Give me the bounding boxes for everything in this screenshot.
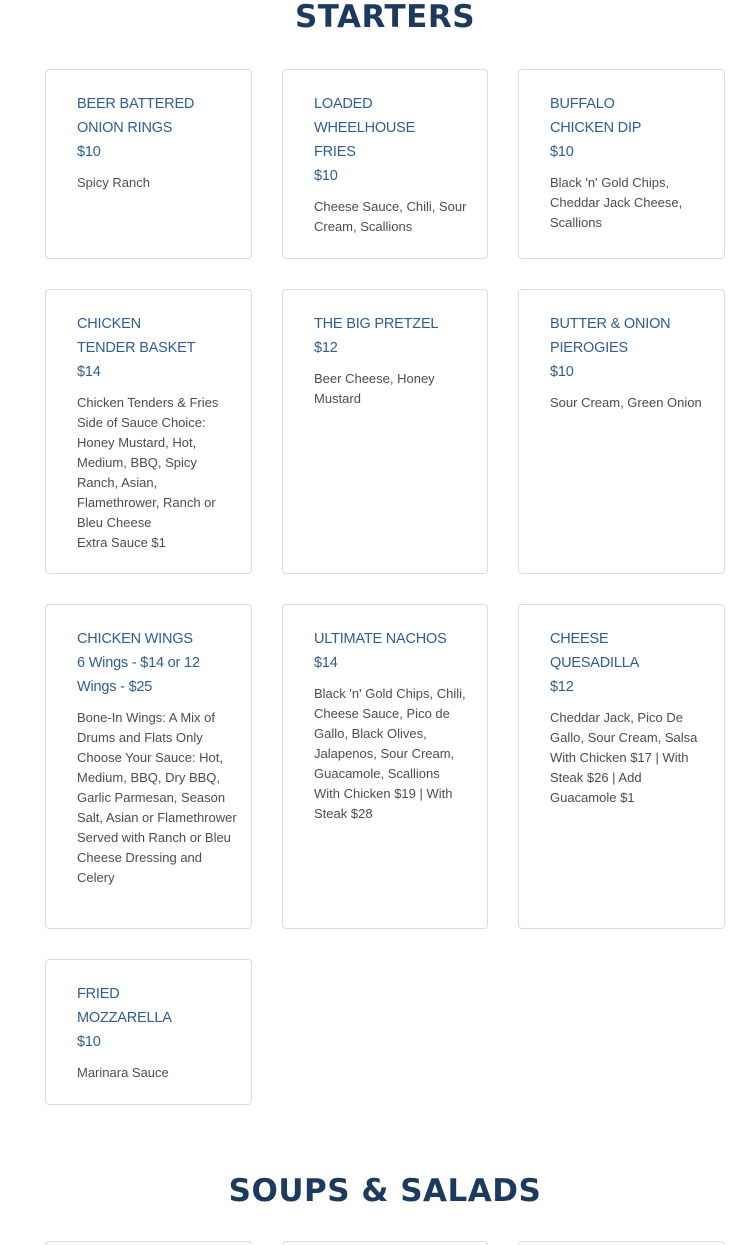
item-name: CHEESE QUESADILLA bbox=[550, 631, 640, 671]
item-name: FRIED MOZZARELLA bbox=[77, 986, 172, 1026]
item-description: Cheddar Jack, Pico De Gallo, Sour Cream, Salsa With Chicken $17 | With Steak $26 | Add Guacamole $1 bbox=[550, 710, 698, 805]
section-title-starters: STARTERS bbox=[294, 0, 476, 35]
item-price: 6 Wings - $14 or 12 Wings - $25 bbox=[77, 655, 200, 695]
item-description: Marinara Sauce bbox=[77, 1065, 169, 1080]
item-description: Sour Cream, Green Onion bbox=[550, 395, 702, 410]
item-description: Chicken Tenders & Fries Side of Sauce Choice: Honey Mustard, Hot, Medium, BBQ, Spicy Ranch, Asian, Flamethrower, Ranch or Bleu Cheese Extra Sauce $1 bbox=[77, 395, 219, 550]
item-name: ULTIMATE NACHOS bbox=[314, 631, 447, 647]
menu-item-card bbox=[518, 604, 725, 929]
item-price: $12 bbox=[550, 679, 574, 695]
menu-item-card bbox=[282, 289, 488, 574]
item-name: CHICKEN TENDER BASKET bbox=[77, 316, 196, 356]
item-price: $10 bbox=[77, 144, 101, 160]
item-description: Beer Cheese, Honey Mustard bbox=[314, 371, 435, 406]
item-price: $10 bbox=[77, 1034, 101, 1050]
item-description: Bone-In Wings: A Mix of Drums and Flats Only Choose Your Sauce: Hot, Medium, BBQ, Dry BBQ, Garlic Parmesan, Season Salt, Asian or Flamethrower Served with Ranch or Bleu Cheese Dressing and Celery bbox=[77, 710, 237, 885]
menu-item-card bbox=[518, 1241, 725, 1245]
menu-item-card bbox=[282, 1241, 488, 1245]
item-price: $10 bbox=[550, 144, 574, 160]
section-title-soups-salads: SOUPS & SALADS bbox=[228, 1173, 542, 1209]
item-description: Black 'n' Gold Chips, Cheddar Jack Cheese, Scallions bbox=[550, 175, 683, 230]
menu-item-card bbox=[45, 69, 252, 259]
item-name: LOADED WHEELHOUSE FRIES bbox=[314, 96, 416, 160]
item-price: $12 bbox=[314, 340, 338, 356]
menu-item-card bbox=[282, 69, 488, 259]
item-price: $14 bbox=[314, 655, 338, 671]
menu-item-card bbox=[282, 604, 488, 929]
item-price: $14 bbox=[77, 364, 101, 380]
menu-item-card bbox=[45, 289, 252, 574]
item-description: Black 'n' Gold Chips, Chili, Cheese Sauce, Pico de Gallo, Black Olives, Jalapenos, Sour Cream, Guacamole, Scallions With Chicken $19 | With Steak $28 bbox=[314, 686, 466, 821]
menu-item-card bbox=[45, 959, 252, 1105]
item-price: $10 bbox=[550, 364, 574, 380]
item-name: CHICKEN WINGS bbox=[77, 631, 193, 647]
item-description: Spicy Ranch bbox=[77, 175, 150, 190]
menu-item-card bbox=[45, 1241, 252, 1245]
item-description: Cheese Sauce, Chili, Sour Cream, Scallions bbox=[314, 199, 467, 234]
item-name: BUTTER & ONION PIEROGIES bbox=[550, 316, 671, 356]
item-name: BUFFALO CHICKEN DIP bbox=[550, 96, 642, 136]
menu-item-card bbox=[518, 289, 725, 574]
menu-item-card bbox=[45, 604, 252, 929]
item-name: THE BIG PRETZEL bbox=[314, 316, 439, 332]
menu-item-card bbox=[518, 69, 725, 259]
item-price: $10 bbox=[314, 168, 338, 184]
item-name: BEER BATTERED ONION RINGS bbox=[77, 96, 195, 136]
